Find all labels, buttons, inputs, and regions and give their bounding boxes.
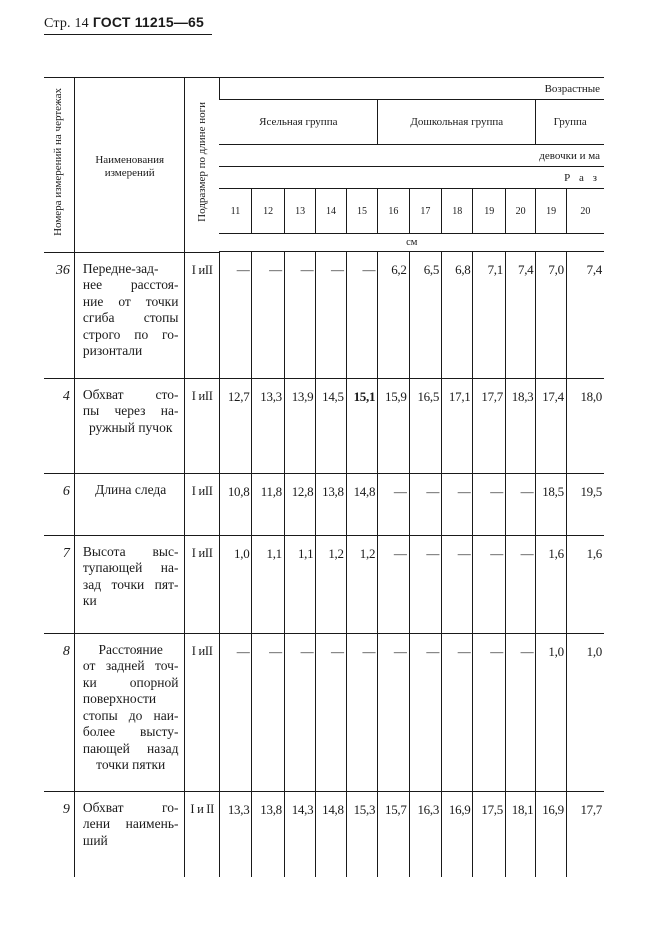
value-cell: — — [316, 252, 346, 378]
row-name: Обхват го- лени наимень- ший — [74, 791, 185, 877]
value-cell: 16,5 — [409, 378, 441, 473]
size-cell: 15 — [346, 189, 377, 234]
size-cell: 18 — [442, 189, 473, 234]
value-cell: 13,3 — [252, 378, 284, 473]
value-cell: 13,3 — [219, 791, 251, 877]
value-cell: 1,1 — [284, 535, 315, 633]
value-cell: — — [505, 535, 535, 633]
value-cell: — — [473, 535, 505, 633]
col-number-header-text: Номера измерений на чертежах — [52, 88, 65, 237]
value-cell: — — [409, 473, 441, 535]
value-cell: 13,8 — [316, 473, 346, 535]
value-cell: — — [346, 252, 377, 378]
value-cell: 17,4 — [536, 378, 566, 473]
page-number: Стр. 14 — [44, 16, 89, 31]
row-subsize: I иII — [185, 378, 219, 473]
row-name: Передне-зад- нее расстоя- ние от точки сгиба стопы строго по го- ризонтали — [74, 252, 185, 378]
size-cell: 20 — [505, 189, 535, 234]
value-cell: 1,0 — [219, 535, 251, 633]
table-row — [44, 252, 604, 378]
value-cell: — — [316, 633, 346, 791]
size-cell: 12 — [252, 189, 284, 234]
age-header: Возрастные — [219, 78, 604, 100]
value-cell: — — [442, 633, 473, 791]
value-cell: 15,9 — [378, 378, 409, 473]
value-cell: 1,6 — [566, 535, 604, 633]
table-row — [44, 633, 604, 791]
unit-header: см — [219, 234, 604, 252]
value-cell: — — [346, 633, 377, 791]
size-cell: 19 — [473, 189, 505, 234]
value-cell: 6,2 — [378, 252, 409, 378]
value-cell: 7,1 — [473, 252, 505, 378]
value-cell: 13,8 — [252, 791, 284, 877]
value-cell: — — [442, 473, 473, 535]
value-cell: 16,3 — [409, 791, 441, 877]
value-cell: 6,8 — [442, 252, 473, 378]
value-cell: 14,8 — [346, 473, 377, 535]
row-number: 4 — [44, 378, 74, 473]
value-cell: 1,0 — [536, 633, 566, 791]
row-name: Длина следа — [74, 473, 185, 535]
row-number: 6 — [44, 473, 74, 535]
value-cell: 14,5 — [316, 378, 346, 473]
page-header — [44, 14, 204, 32]
value-cell: 19,5 — [566, 473, 604, 535]
table-row — [44, 791, 604, 877]
value-cell: — — [378, 535, 409, 633]
size-cell: 13 — [284, 189, 315, 234]
value-cell: — — [409, 633, 441, 791]
value-cell: 18,0 — [566, 378, 604, 473]
size-header: Р а з — [219, 167, 604, 189]
value-cell: 15,7 — [378, 791, 409, 877]
value-cell: 15,1 — [346, 378, 377, 473]
value-cell: 16,9 — [536, 791, 566, 877]
group-nursery: Ясельная группа — [219, 100, 377, 145]
value-cell: — — [409, 535, 441, 633]
value-cell: — — [473, 633, 505, 791]
size-cell: 19 — [536, 189, 566, 234]
table-row — [44, 378, 604, 473]
value-cell: 1,1 — [252, 535, 284, 633]
row-subsize: I иII — [185, 473, 219, 535]
row-name: Обхват сто- пы через на- ружный пучок — [74, 378, 185, 473]
row-number: 8 — [44, 633, 74, 791]
value-cell: 7,4 — [505, 252, 535, 378]
value-cell: 10,8 — [219, 473, 251, 535]
value-cell: — — [378, 633, 409, 791]
value-cell: 14,3 — [284, 791, 315, 877]
value-cell: 18,3 — [505, 378, 535, 473]
value-cell: 12,7 — [219, 378, 251, 473]
value-cell: — — [219, 633, 251, 791]
value-cell: 6,5 — [409, 252, 441, 378]
value-cell: 1,2 — [346, 535, 377, 633]
row-name: Высота выс- тупающей на- зад точки пят- ки — [74, 535, 185, 633]
value-cell: 1,0 — [566, 633, 604, 791]
col-name-header — [74, 78, 185, 253]
value-cell: — — [378, 473, 409, 535]
row-number: 7 — [44, 535, 74, 633]
value-cell: — — [252, 633, 284, 791]
value-cell: 12,8 — [284, 473, 315, 535]
row-number: 36 — [44, 252, 74, 378]
col-name-header-text: Наименования измерений — [95, 154, 165, 179]
group-preschool: Дошкольная группа — [378, 100, 536, 145]
row-number: 9 — [62, 801, 70, 817]
row-subsize: I иII — [185, 633, 219, 791]
value-cell: 13,9 — [284, 378, 315, 473]
table-row — [44, 473, 604, 535]
value-cell: 1,2 — [316, 535, 346, 633]
value-cell: — — [219, 252, 251, 378]
group-third: Группа — [536, 100, 604, 145]
standard-title: ГОСТ 11215—65 — [92, 14, 205, 30]
value-cell: 17,7 — [473, 378, 505, 473]
value-cell: 16,9 — [442, 791, 473, 877]
col-subsize-header-text: Подразмер по длине ноги — [195, 102, 208, 223]
row-subsize: I и II — [185, 791, 219, 877]
value-cell: 11,8 — [252, 473, 284, 535]
row-subsize: I иII — [185, 535, 219, 633]
value-cell: 17,1 — [442, 378, 473, 473]
size-cell: 14 — [316, 189, 346, 234]
value-cell: 18,1 — [505, 791, 535, 877]
value-cell: 14,8 — [316, 791, 346, 877]
size-cell: 17 — [409, 189, 441, 234]
size-cell: 11 — [219, 189, 251, 234]
value-cell: 7,0 — [536, 252, 566, 378]
value-cell: 17,7 — [566, 791, 604, 877]
col-number-header — [44, 78, 74, 253]
value-cell: — — [252, 252, 284, 378]
value-cell: — — [284, 252, 315, 378]
value-cell: 15,3 — [346, 791, 377, 877]
sex-header: девочки и ма — [219, 145, 604, 167]
value-cell: 1,6 — [536, 535, 566, 633]
value-cell: 17,5 — [473, 791, 505, 877]
col-subsize-header — [185, 78, 219, 253]
measurements-table — [44, 77, 604, 877]
value-cell: 18,5 — [536, 473, 566, 535]
value-cell: 7,4 — [566, 252, 604, 378]
value-cell: — — [505, 633, 535, 791]
value-cell: — — [473, 473, 505, 535]
table-row — [44, 535, 604, 633]
row-subsize: I иII — [185, 252, 219, 378]
size-cell: 16 — [378, 189, 409, 234]
value-cell: — — [505, 473, 535, 535]
row-name: Расстояние от задней точ- ки опорной поверхности стопы до наи- более высту- пающей назад точки пятки — [74, 633, 185, 791]
size-cell: 20 — [566, 189, 604, 234]
value-cell: — — [442, 535, 473, 633]
value-cell: — — [284, 633, 315, 791]
header-rule — [44, 34, 212, 35]
